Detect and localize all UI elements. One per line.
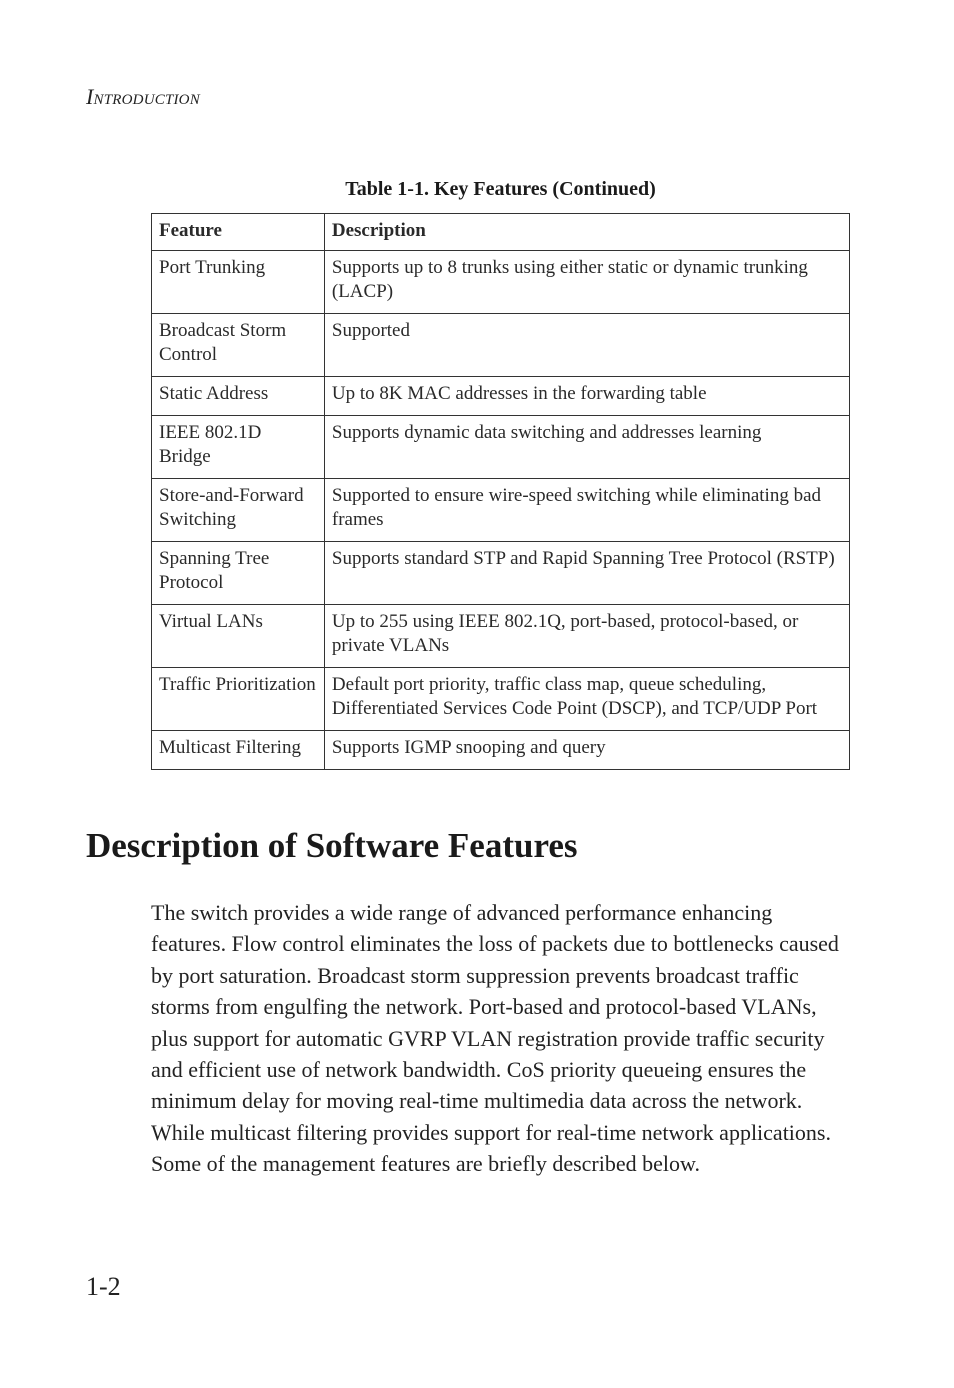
description-cell: Up to 8K MAC addresses in the forwarding table: [324, 377, 849, 416]
feature-cell: Static Address: [152, 377, 325, 416]
column-header-feature: Feature: [152, 214, 325, 251]
page-number: 1-2: [86, 1272, 121, 1301]
running-header: Introduction: [86, 84, 200, 109]
column-header-description: Description: [324, 214, 849, 251]
table-header-row: [152, 214, 850, 251]
description-cell: Supports dynamic data switching and addresses learning: [324, 416, 849, 479]
feature-cell: Port Trunking: [152, 251, 325, 314]
feature-cell: Broadcast Storm Control: [152, 314, 325, 377]
table-row: [152, 731, 850, 770]
section-heading: Description of Software Features: [86, 826, 578, 865]
table-row: [152, 542, 850, 605]
feature-cell: Store-and-Forward Switching: [152, 479, 325, 542]
feature-cell: Traffic Prioritization: [152, 668, 325, 731]
table-row: [152, 416, 850, 479]
table-row: [152, 605, 850, 668]
feature-cell: IEEE 802.1D Bridge: [152, 416, 325, 479]
description-cell: Up to 255 using IEEE 802.1Q, port-based, protocol-based, or private VLANs: [324, 605, 849, 668]
body-paragraph: The switch provides a wide range of advanced performance enhancing features. Flow control eliminates the loss of packets due to bottlenecks caused by port saturation. Broadcast storm suppression prevents broadcast traffic storms from engulfing the network. Port-based and protocol-based VLANs, plus support for automatic GVRP VLAN registration provide traffic security and efficient use of network bandwidth. CoS priority queueing ensures the minimum delay for moving real-time multimedia data across the network. While multicast filtering provides support for real-time network applications. Some of the management features are briefly described below.: [151, 900, 839, 1177]
feature-cell: Spanning Tree Protocol: [152, 542, 325, 605]
description-cell: Supported to ensure wire-speed switching while eliminating bad frames: [324, 479, 849, 542]
description-cell: Supports up to 8 trunks using either static or dynamic trunking (LACP): [324, 251, 849, 314]
description-cell: Default port priority, traffic class map, queue scheduling, Differentiated Services Code Point (DSCP), and TCP/UDP Port: [324, 668, 849, 731]
feature-cell: Multicast Filtering: [152, 731, 325, 770]
key-features-table: [151, 213, 850, 770]
table-caption: Table 1-1. Key Features (Continued): [345, 178, 656, 200]
table-row: [152, 251, 850, 314]
feature-cell: Virtual LANs: [152, 605, 325, 668]
table-row: [152, 314, 850, 377]
table-row: [152, 479, 850, 542]
table-row: [152, 668, 850, 731]
table-row: [152, 377, 850, 416]
description-cell: Supports standard STP and Rapid Spanning Tree Protocol (RSTP): [324, 542, 849, 605]
description-cell: Supported: [324, 314, 849, 377]
description-cell: Supports IGMP snooping and query: [324, 731, 849, 770]
